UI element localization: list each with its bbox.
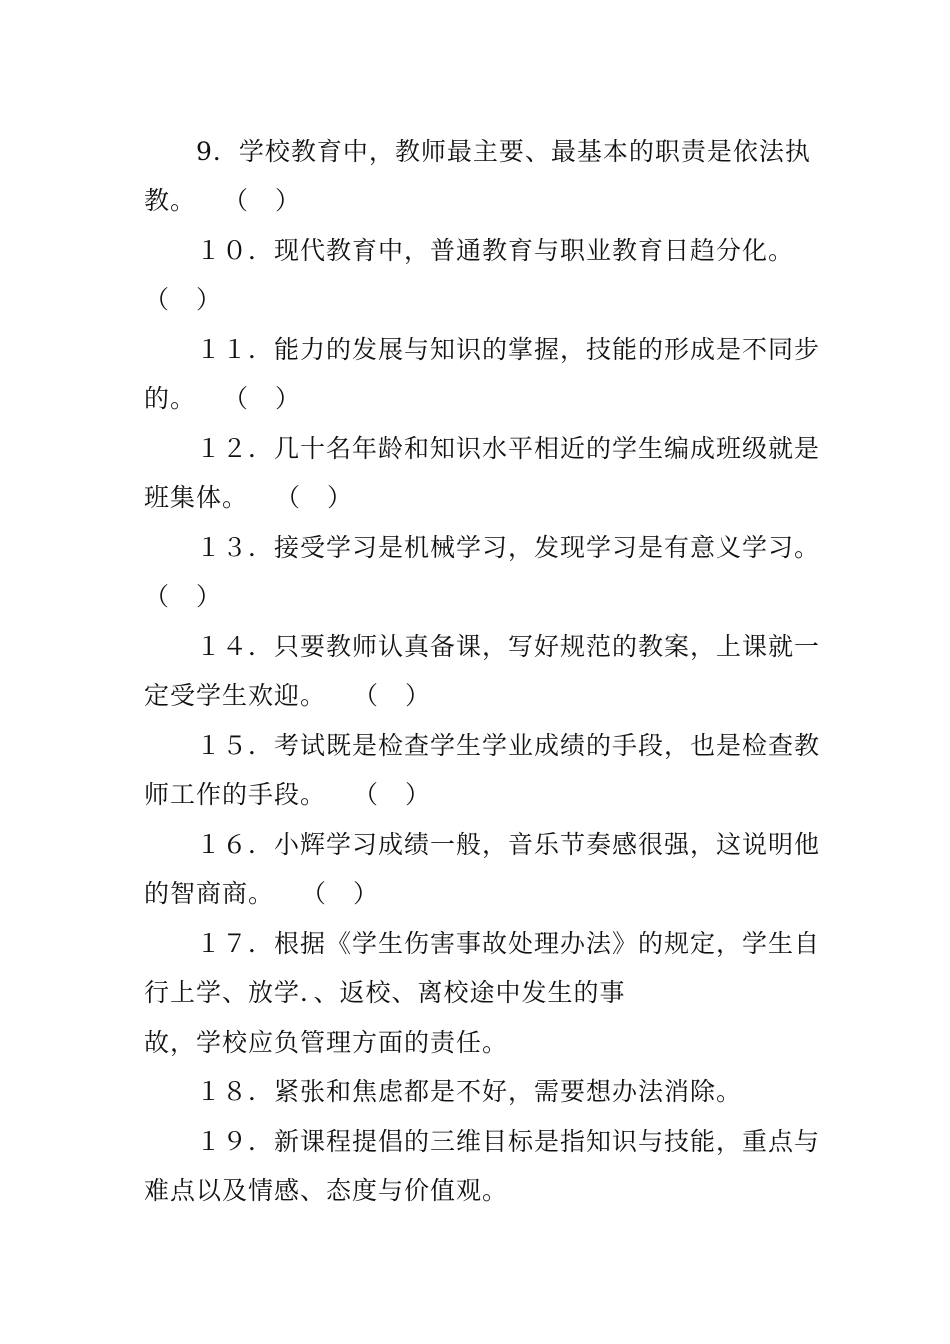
question-17-line-2: 行上学、放学．、返校、离校途中发生的事	[144, 978, 626, 1007]
question-9-line-2: 教。 （ ）	[144, 186, 302, 215]
question-17-line-3: 故，学校应负管理方面的责任。	[144, 1028, 509, 1057]
question-14-line-1: １４．只要教师认真备课，写好规范的教案，上课就一	[196, 632, 821, 661]
question-12-line-2: 班集体。 （ ）	[144, 483, 354, 512]
question-15-line-1: １５．考试既是检查学生学业成绩的手段，也是检查教	[196, 731, 821, 760]
question-15-line-2: 师工作的手段。 （ ）	[144, 780, 432, 809]
question-17-line-1: １７．根据《学生伤害事故处理办法》的规定，学生自	[196, 929, 821, 958]
question-13-line-1: １３．接受学习是机械学习，发现学习是有意义学习。	[196, 533, 821, 562]
question-9-line-1: 9．学校教育中，教师最主要、最基本的职责是依法执	[196, 137, 811, 166]
question-12-line-1: １２．几十名年龄和知识水平相近的学生编成班级就是	[196, 434, 821, 463]
question-11-line-1: １１．能力的发展与知识的掌握，技能的形成是不同步	[196, 335, 821, 364]
question-11-line-2: 的。 （ ）	[144, 384, 302, 413]
question-13-line-2: （ ）	[144, 582, 223, 611]
question-19-line-1: １９．新课程提倡的三维目标是指知识与技能，重点与	[196, 1127, 821, 1156]
question-16-line-2: 的智商商。 （ ）	[144, 879, 380, 908]
question-10-line-1: １０．现代教育中，普通教育与职业教育日趋分化。	[196, 236, 795, 265]
question-14-line-2: 定受学生欢迎。 （ ）	[144, 681, 432, 710]
question-16-line-1: １６．小辉学习成绩一般，音乐节奏感很强，这说明他	[196, 830, 821, 859]
question-19-line-2: 难点以及情感、态度与价值观。	[144, 1176, 509, 1205]
question-10-line-2: （ ）	[144, 285, 223, 314]
question-18-line-1: １８．紧张和焦虑都是不好，需要想办法消除。	[196, 1077, 743, 1106]
